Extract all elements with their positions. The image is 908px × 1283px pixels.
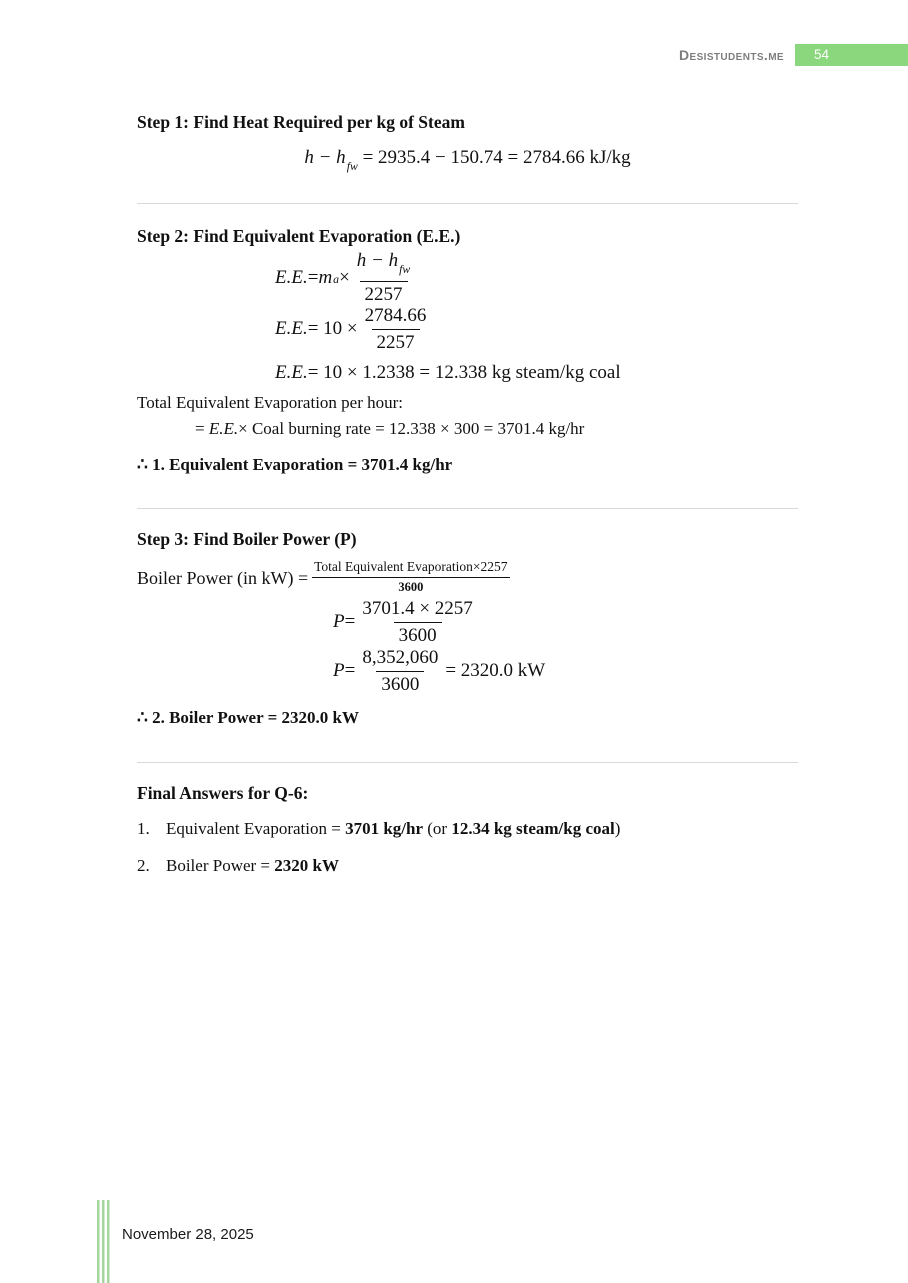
page-number: 54 <box>814 47 830 62</box>
calc-rest: × Coal burning rate = 12.338 × 300 = 3701.4 kg/hr <box>238 419 585 438</box>
total-evaporation-label: Total Equivalent Evaporation per hour: <box>137 393 404 412</box>
equation-rest: = 10 × 1.2338 = 12.338 kg steam/kg coal <box>307 362 621 383</box>
fraction-denominator: 3600 <box>376 671 424 696</box>
math-var-h-minus-hfw: h − h <box>356 250 399 272</box>
ee-formula-equation <box>275 250 621 305</box>
fraction <box>357 647 443 696</box>
total-evaporation-calc <box>195 419 584 439</box>
math-var-ee: E.E. <box>275 362 308 383</box>
answer-prefix: Boiler Power = <box>166 856 275 875</box>
answer-value-bold: 3701 kg/hr <box>345 819 424 838</box>
step3-heading: Step 3: Find Boiler Power (P) <box>137 529 357 549</box>
section-divider <box>137 762 798 763</box>
answer-value-bold: 2320 kW <box>274 856 339 875</box>
equals-sign: = <box>344 611 356 632</box>
fraction-numerator: 8,352,060 <box>362 646 439 668</box>
times-sign: × <box>339 267 350 288</box>
small-fraction <box>312 559 509 595</box>
fraction <box>357 598 477 647</box>
math-sub-a: a <box>333 273 340 287</box>
section-divider <box>137 508 798 509</box>
fraction <box>352 250 415 306</box>
math-var-ee: E.E. <box>275 267 308 288</box>
answer-value-bold: 12.34 kg steam/kg coal <box>451 819 615 838</box>
answer-mid: (or <box>423 819 452 838</box>
page-number-badge <box>795 44 908 66</box>
fraction-denominator: 3600 <box>394 622 442 647</box>
site-name: Desistudents.me <box>678 47 784 63</box>
equals-sign: = <box>307 267 319 288</box>
step1-heading: Step 1: Find Heat Required per kg of Steam <box>137 112 465 132</box>
math-var-ma: m <box>318 267 333 288</box>
math-var-p: P <box>333 660 345 681</box>
answer-text <box>166 855 339 876</box>
equation-middle: = 10 × <box>307 318 358 339</box>
answer-suffix: ) <box>614 819 621 838</box>
fraction-numerator: 3701.4 × 2257 <box>362 597 473 619</box>
list-number: 1. <box>137 819 150 838</box>
math-sub-fw: fw <box>346 159 358 173</box>
answer-text <box>166 818 620 839</box>
section-divider <box>137 203 798 204</box>
footer-stripe-decoration <box>97 1200 110 1283</box>
power-equation-2 <box>333 646 545 696</box>
conclusion-equivalent-evaporation: ∴ 1. Equivalent Evaporation = 3701.4 kg/hr <box>137 455 453 474</box>
fraction-denominator: 2257 <box>360 281 408 306</box>
final-answer-item-2 <box>137 855 339 876</box>
boiler-power-label: Boiler Power (in kW) = <box>137 568 309 588</box>
step3-equation-block <box>333 598 545 696</box>
fraction-denominator: 2257 <box>372 329 420 354</box>
math-var-p: P <box>333 611 345 632</box>
equation-result-tail: = 2320.0 kW <box>445 660 546 681</box>
conclusion-boiler-power: ∴ 2. Boiler Power = 2320.0 kW <box>137 708 359 727</box>
fraction-numerator: 2784.66 <box>364 304 427 326</box>
footer-date: November 28, 2025 <box>122 1226 254 1243</box>
math-var-ee: E.E. <box>208 419 239 438</box>
math-var-h-minus-hfw: h − h <box>304 147 346 168</box>
equals-sign: = <box>344 660 356 681</box>
math-sub-fw: fw <box>399 263 411 277</box>
boiler-power-formula <box>137 560 510 596</box>
fraction-numerator <box>352 250 415 281</box>
final-answers-heading: Final Answers for Q-6: <box>137 783 309 803</box>
equals-sign: = <box>195 419 209 438</box>
step1-equation <box>137 146 798 177</box>
math-var-ee: E.E. <box>275 318 308 339</box>
answer-prefix: Equivalent Evaporation = <box>166 819 346 838</box>
step2-equation-block <box>275 250 621 385</box>
step2-heading: Step 2: Find Equivalent Evaporation (E.E.) <box>137 226 461 246</box>
ee-result-equation <box>275 361 621 385</box>
power-equation-1 <box>333 598 545 646</box>
small-fraction-numerator: Total Equivalent Evaporation×2257 <box>312 559 509 578</box>
fraction <box>360 305 432 354</box>
final-answer-item-1 <box>137 818 620 839</box>
step1-equation-rest: = 2935.4 − 150.74 = 2784.66 kJ/kg <box>357 147 631 168</box>
small-fraction-denominator: 3600 <box>398 580 424 594</box>
ee-numeric-equation <box>275 303 621 355</box>
list-number: 2. <box>137 856 150 875</box>
